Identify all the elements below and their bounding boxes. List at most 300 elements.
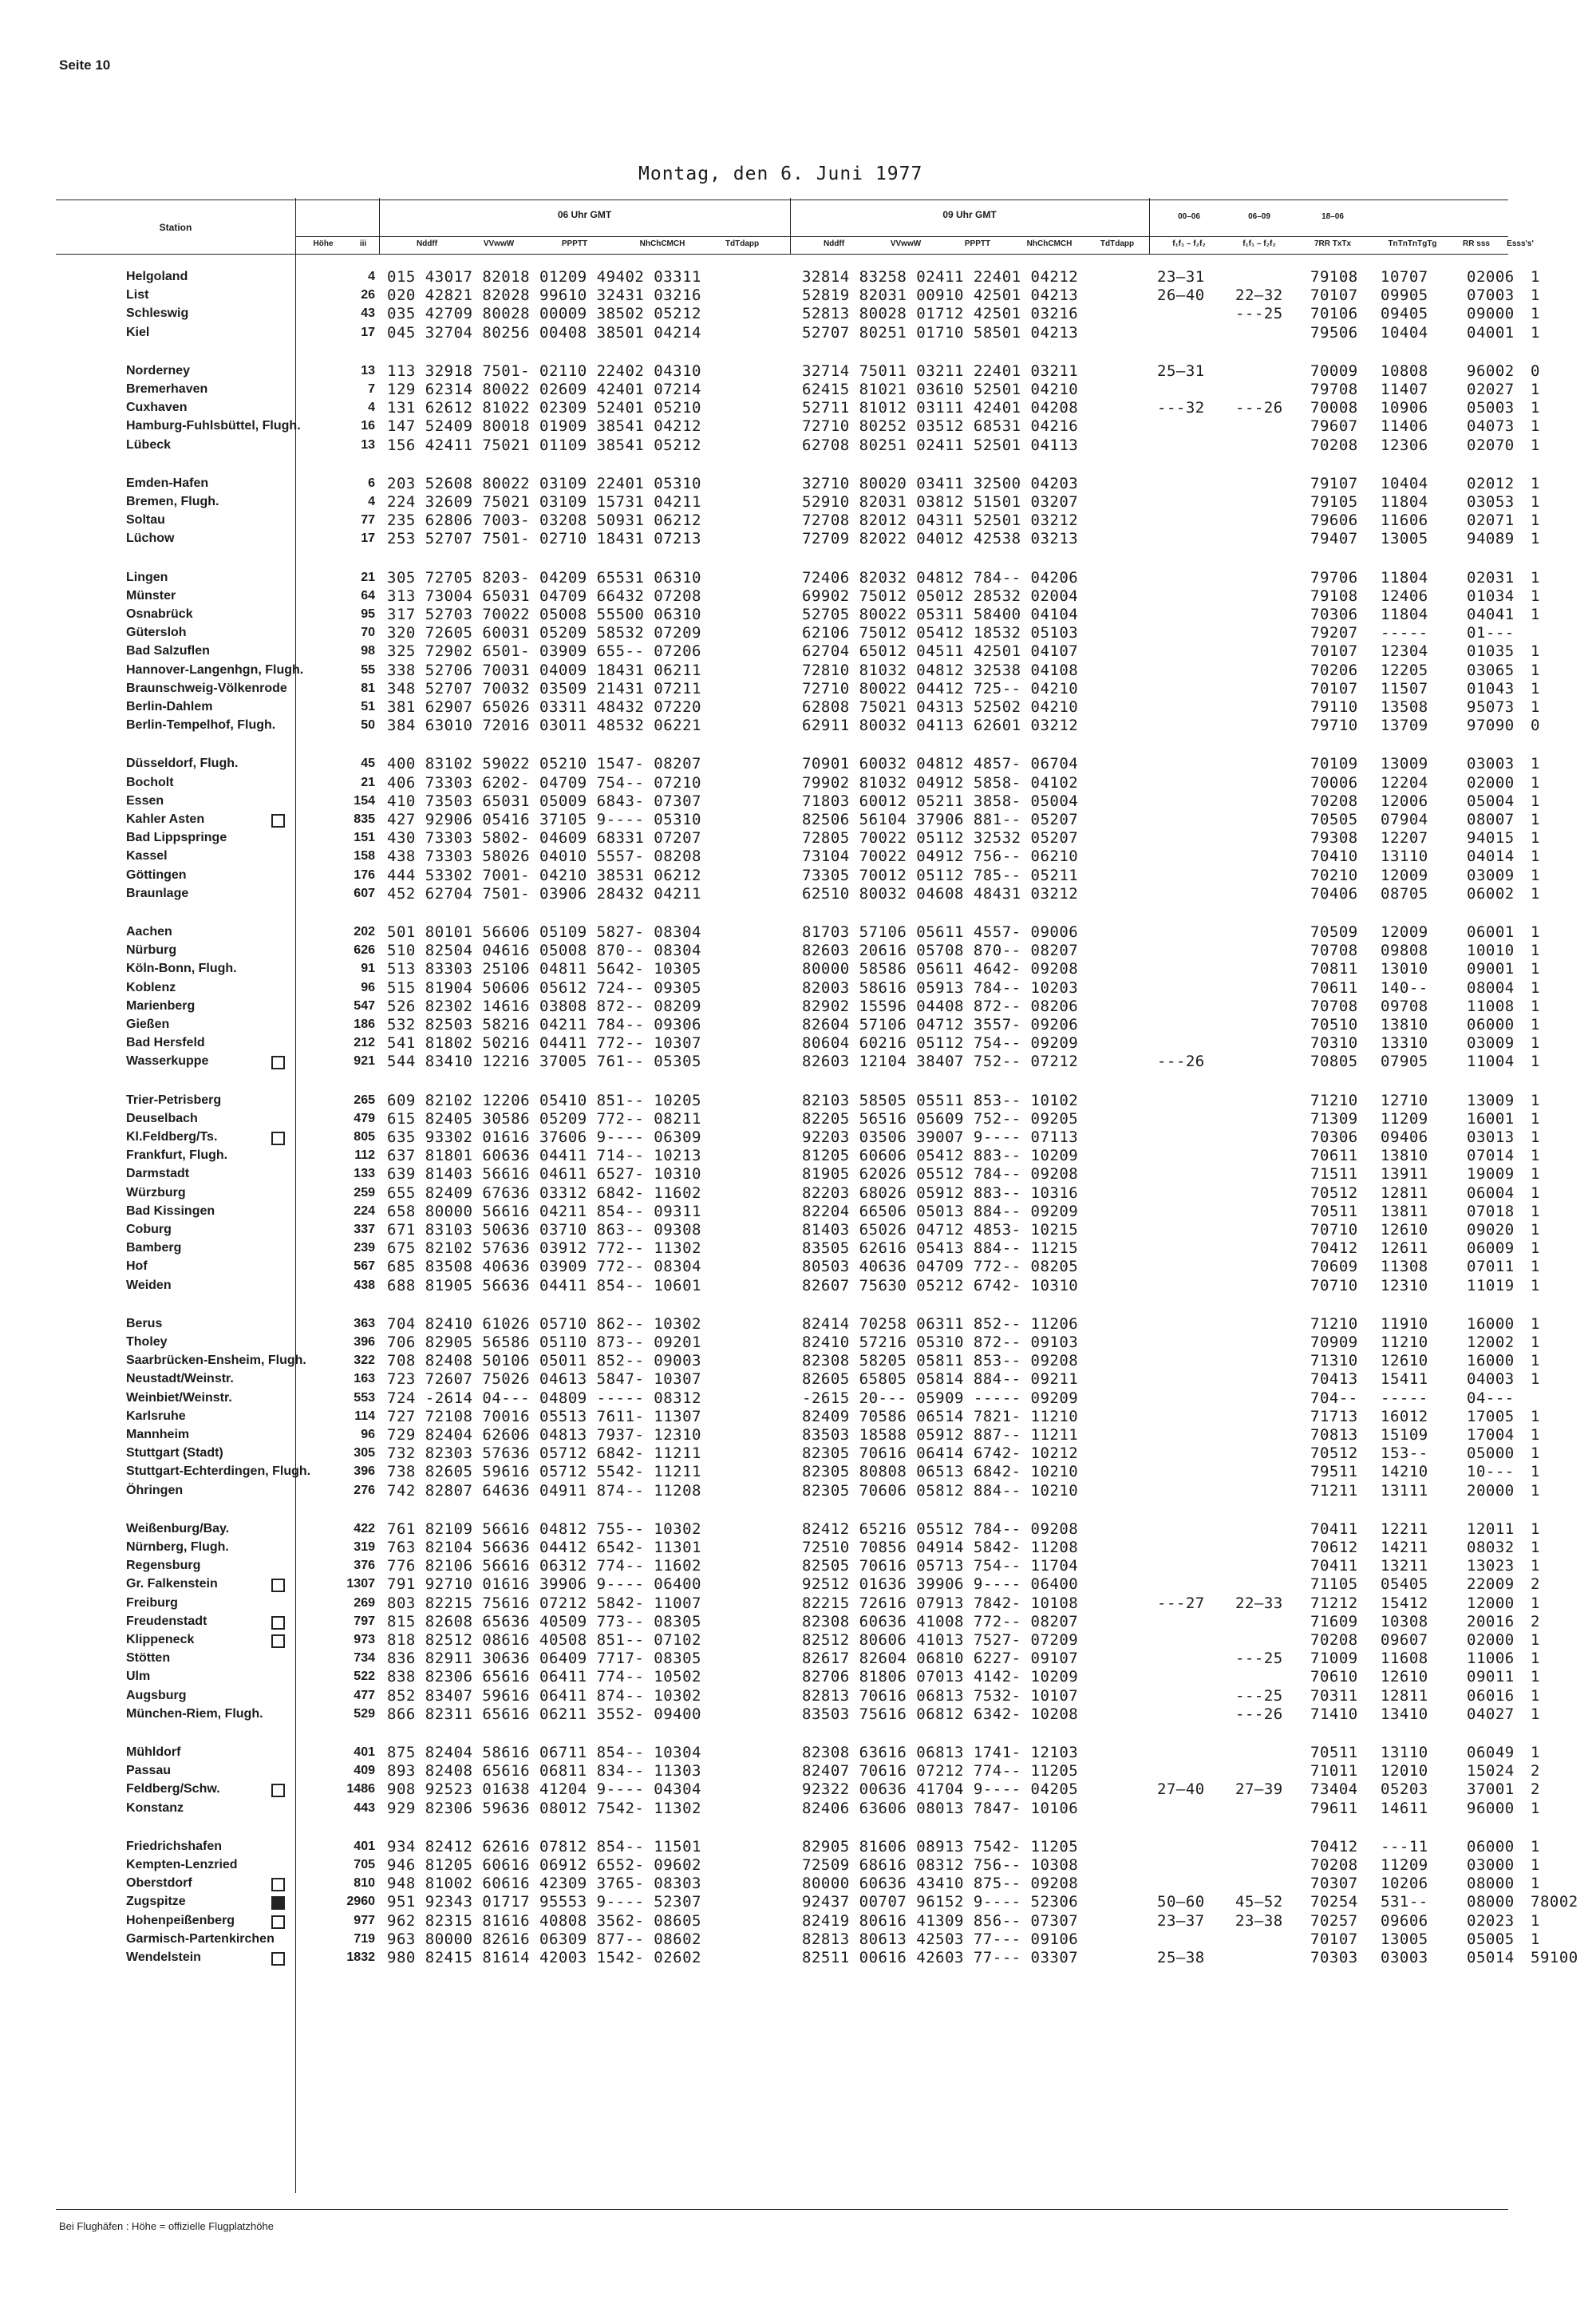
state-group: 1 xyxy=(1531,1239,1540,1258)
max-temp-group: 70009 xyxy=(1310,362,1358,380)
obs-09-gmt: 83505 62616 05413 884-- 11215 xyxy=(802,1239,1079,1258)
max-temp-group: 70310 xyxy=(1310,1034,1358,1053)
obs-06-gmt: 866 82311 65616 06211 3552- 09400 xyxy=(387,1705,701,1723)
table-row xyxy=(56,1463,1540,1481)
precip-snow-group: 17005 xyxy=(1467,1407,1515,1425)
station-elevation: 202 xyxy=(354,925,375,939)
header-06-col4: NhChCMCH xyxy=(639,239,685,248)
obs-06-gmt: 410 73503 65031 05009 6843- 07307 xyxy=(387,792,701,810)
obs-09-gmt: 69902 75012 05012 28532 02004 xyxy=(802,587,1079,605)
obs-09-gmt: 72709 82022 04012 42538 03213 xyxy=(802,530,1079,548)
precip-snow-group: 03009 xyxy=(1467,1034,1515,1053)
table-row xyxy=(56,866,1540,885)
state-group: 1 xyxy=(1531,1426,1540,1444)
obs-09-gmt: 82617 82604 06810 6227- 09107 xyxy=(802,1650,1079,1668)
station-elevation: 363 xyxy=(354,1316,375,1330)
precip-snow-group: 12000 xyxy=(1467,1594,1515,1612)
header-range1: 00–06 xyxy=(1178,212,1200,221)
table-row xyxy=(56,1334,1540,1352)
max-temp-group: 70708 xyxy=(1310,997,1358,1015)
obs-06-gmt: 852 83407 59616 06411 874-- 10302 xyxy=(387,1686,701,1705)
table-row xyxy=(56,997,1540,1016)
open-square-icon xyxy=(271,814,285,828)
header-09-col5: TdTdapp xyxy=(1100,239,1135,248)
obs-09-gmt: 72509 68616 08312 756-- 10308 xyxy=(802,1856,1079,1874)
station-elevation: 17 xyxy=(361,532,375,546)
station-elevation: 81 xyxy=(361,681,375,695)
min-temp-group: 12406 xyxy=(1381,587,1428,605)
open-square-icon xyxy=(271,1878,285,1891)
obs-06-gmt: 541 81802 50216 04411 772-- 10307 xyxy=(387,1034,701,1053)
max-temp-group: 70511 xyxy=(1310,1202,1358,1220)
obs-06-gmt: 544 83410 12216 37005 761-- 05305 xyxy=(387,1053,701,1071)
table-row xyxy=(56,698,1540,717)
gust-00-06: ---27 xyxy=(1157,1594,1205,1612)
page-label: Seite 10 xyxy=(59,57,111,73)
precip-snow-group: 16001 xyxy=(1467,1109,1515,1128)
min-temp-group: 10808 xyxy=(1381,362,1428,380)
table-row xyxy=(56,1202,1540,1221)
state-group: 2 xyxy=(1531,1575,1540,1594)
station-name: Feldberg/Schw. xyxy=(126,1782,220,1796)
obs-06-gmt: 962 82315 81616 40808 3562- 08605 xyxy=(387,1911,701,1930)
station-name: Schleswig xyxy=(126,306,189,321)
obs-09-gmt: 82203 68026 05912 883-- 10316 xyxy=(802,1184,1079,1202)
max-temp-group: 70306 xyxy=(1310,1128,1358,1146)
obs-06-gmt: 384 63010 72016 03011 48532 06221 xyxy=(387,717,701,735)
state-group: 1 xyxy=(1531,978,1540,997)
precip-snow-group: 96002 xyxy=(1467,362,1515,380)
station-elevation: 4 xyxy=(368,270,375,283)
station-name: Norderney xyxy=(126,363,191,377)
max-temp-group: 79110 xyxy=(1310,698,1358,716)
state-group: 1 xyxy=(1531,755,1540,773)
min-temp-group: 153-- xyxy=(1381,1444,1428,1463)
min-temp-group: 11804 xyxy=(1381,493,1428,511)
obs-09-gmt: 80000 60636 43410 875-- 09208 xyxy=(802,1875,1079,1893)
state-group: 1 xyxy=(1531,1370,1540,1389)
open-square-icon xyxy=(271,1132,285,1145)
header-group-06: 06 Uhr GMT xyxy=(557,209,612,220)
station-elevation: 319 xyxy=(354,1540,375,1554)
station-name: Berus xyxy=(126,1316,163,1330)
station-elevation: 547 xyxy=(354,998,375,1013)
precip-snow-group: 11008 xyxy=(1467,997,1515,1015)
state-group: 1 xyxy=(1531,1184,1540,1202)
table-row xyxy=(56,606,1540,624)
obs-06-gmt: 708 82408 50106 05011 852-- 09003 xyxy=(387,1352,701,1370)
table-row xyxy=(56,1034,1540,1053)
table-row xyxy=(56,829,1540,848)
obs-06-gmt: 675 82102 57636 03912 772-- 11302 xyxy=(387,1239,701,1258)
header-sub3: 7RR TxTx xyxy=(1314,239,1352,248)
header-rule xyxy=(295,236,1508,237)
precip-snow-group: 04--- xyxy=(1467,1389,1515,1407)
state-group: 1 xyxy=(1531,679,1540,698)
station-name: Öhringen xyxy=(126,1483,184,1497)
obs-09-gmt: 70901 60032 04812 4857- 06704 xyxy=(802,755,1079,773)
obs-06-gmt: 615 82405 30586 05209 772-- 08211 xyxy=(387,1109,701,1128)
station-elevation: 21 xyxy=(361,775,375,789)
obs-09-gmt: 72708 82012 04311 52501 03212 xyxy=(802,512,1079,530)
state-group: 1 xyxy=(1531,1314,1540,1333)
obs-06-gmt: 934 82412 62616 07812 854-- 11501 xyxy=(387,1837,701,1855)
station-elevation: 96 xyxy=(361,1428,375,1441)
table-row xyxy=(56,323,1540,342)
max-temp-group: 70410 xyxy=(1310,848,1358,866)
station-name: Cuxhaven xyxy=(126,401,188,415)
min-temp-group: 13111 xyxy=(1381,1481,1428,1500)
obs-06-gmt: 836 82911 30636 06409 7717- 08305 xyxy=(387,1650,701,1668)
obs-06-gmt: 253 52707 7501- 02710 18431 07213 xyxy=(387,530,701,548)
station-name: Hof xyxy=(126,1259,148,1274)
station-name: Hohenpeißenberg xyxy=(126,1913,235,1927)
obs-09-gmt: 82604 57106 04712 3557- 09206 xyxy=(802,1016,1079,1033)
station-name: Trier-Petrisberg xyxy=(126,1093,222,1107)
gust-06-09: ---26 xyxy=(1235,1705,1283,1723)
state-group: 1 xyxy=(1531,474,1540,492)
state-group: 1 xyxy=(1531,268,1540,286)
precip-snow-group: 05014 xyxy=(1467,1949,1515,1966)
station-name: Deuselbach xyxy=(126,1111,198,1125)
station-name: Bad Salzuflen xyxy=(126,644,210,658)
precip-snow-group: 03053 xyxy=(1467,493,1515,511)
obs-06-gmt: 513 83303 25106 04811 5642- 10305 xyxy=(387,960,701,978)
obs-09-gmt: 81403 65026 04712 4853- 10215 xyxy=(802,1221,1079,1239)
precip-snow-group: 15024 xyxy=(1467,1762,1515,1780)
obs-09-gmt: 32814 83258 02411 22401 04212 xyxy=(802,268,1079,286)
station-elevation: 77 xyxy=(361,513,375,528)
station-elevation: 13 xyxy=(361,363,375,377)
header-09-col3: PPPTT xyxy=(964,239,991,248)
min-temp-group: 12304 xyxy=(1381,642,1428,661)
footnote: Bei Flughäfen : Höhe = offizielle Flugplatzhöhe xyxy=(59,2220,274,2232)
station-elevation: 977 xyxy=(354,1913,375,1927)
station-name: Mannheim xyxy=(126,1428,190,1441)
precip-snow-group: 05003 xyxy=(1467,399,1515,417)
station-name: Soltau xyxy=(126,513,165,528)
obs-06-gmt: 147 52409 80018 01909 38541 04212 xyxy=(387,417,701,436)
precip-snow-group: 02012 xyxy=(1467,474,1515,492)
table-row xyxy=(56,717,1540,735)
precip-snow-group: 03013 xyxy=(1467,1128,1515,1146)
station-elevation: 176 xyxy=(354,867,375,882)
min-temp-group: 13005 xyxy=(1381,1930,1428,1948)
table-row xyxy=(56,942,1540,960)
state-group: 1 xyxy=(1531,1147,1540,1165)
precip-snow-group: 02000 xyxy=(1467,1631,1515,1649)
obs-09-gmt: 73305 70012 05112 785-- 05211 xyxy=(802,866,1079,884)
precip-snow-group: 05004 xyxy=(1467,792,1515,810)
max-temp-group: 71211 xyxy=(1310,1481,1358,1500)
state-group: 1 xyxy=(1531,942,1540,960)
header-09-col1: Nddff xyxy=(823,239,845,248)
max-temp-group: 70413 xyxy=(1310,1370,1358,1389)
obs-06-gmt: 815 82608 65636 40509 773-- 08305 xyxy=(387,1612,701,1630)
obs-06-gmt: 732 82303 57636 05712 6842- 11211 xyxy=(387,1444,701,1463)
precip-snow-group: 96000 xyxy=(1467,1799,1515,1817)
min-temp-group: 07905 xyxy=(1381,1053,1428,1071)
max-temp-group: 704-- xyxy=(1310,1389,1358,1407)
obs-06-gmt: 791 92710 01616 39906 9---- 06400 xyxy=(387,1575,701,1594)
table-row xyxy=(56,1370,1540,1389)
obs-09-gmt: 62415 81021 03610 52501 04210 xyxy=(802,381,1079,398)
min-temp-group: 11507 xyxy=(1381,679,1428,698)
gust-06-09: 45–52 xyxy=(1235,1893,1283,1911)
max-temp-group: 71011 xyxy=(1310,1762,1358,1780)
station-name: Aachen xyxy=(126,925,172,939)
state-group: 1 xyxy=(1531,568,1540,587)
table-row xyxy=(56,811,1540,829)
station-name: Lüchow xyxy=(126,532,175,546)
table-row xyxy=(56,1837,1540,1856)
state-group: 1 xyxy=(1531,960,1540,978)
min-temp-group: 12610 xyxy=(1381,1352,1428,1370)
obs-06-gmt: 015 43017 82018 01209 49402 03311 xyxy=(387,268,701,286)
gust-06-09: ---25 xyxy=(1235,1686,1283,1705)
station-elevation: 114 xyxy=(354,1409,375,1423)
station-elevation: 51 xyxy=(361,700,375,713)
obs-06-gmt: 515 81904 50606 05612 724-- 09305 xyxy=(387,978,701,997)
station-elevation: 805 xyxy=(354,1130,375,1144)
station-elevation: 133 xyxy=(354,1167,375,1181)
state-group: 1 xyxy=(1531,1016,1540,1033)
header-sub1: f₁f₁ – f₂f₂ xyxy=(1172,239,1206,248)
header-sub5: RR sss xyxy=(1463,239,1490,248)
min-temp-group: 09808 xyxy=(1381,942,1428,960)
station-elevation: 17 xyxy=(361,325,375,339)
station-name: Karlsruhe xyxy=(126,1409,186,1423)
obs-06-gmt: 325 72902 6501- 03909 655-- 07206 xyxy=(387,642,701,661)
station-elevation: 224 xyxy=(354,1203,375,1218)
precip-snow-group: 09001 xyxy=(1467,960,1515,978)
obs-09-gmt: 82511 00616 42603 77--- 03307 xyxy=(802,1949,1079,1966)
obs-06-gmt: 655 82409 67636 03312 6842- 11602 xyxy=(387,1184,701,1202)
station-name: Koblenz xyxy=(126,980,176,994)
station-elevation: 479 xyxy=(354,1111,375,1125)
max-temp-group: 70208 xyxy=(1310,1856,1358,1874)
precip-snow-group: 08000 xyxy=(1467,1875,1515,1893)
max-temp-group: 70412 xyxy=(1310,1837,1358,1855)
station-elevation: 91 xyxy=(361,962,375,976)
table-row xyxy=(56,923,1540,942)
min-temp-group: 11406 xyxy=(1381,417,1428,436)
min-temp-group: 12010 xyxy=(1381,1762,1428,1780)
obs-09-gmt: 81905 62026 05512 784-- 09208 xyxy=(802,1165,1079,1184)
station-elevation: 95 xyxy=(361,607,375,621)
state-group: 1 xyxy=(1531,417,1540,436)
max-temp-group: 79710 xyxy=(1310,717,1358,735)
table-row xyxy=(56,1147,1540,1165)
station-name: Bad Hersfeld xyxy=(126,1036,205,1050)
gust-06-09: ---25 xyxy=(1235,1650,1283,1668)
obs-09-gmt: 82410 57216 05310 872-- 09103 xyxy=(802,1334,1079,1351)
obs-09-gmt: 83503 75616 06812 6342- 10208 xyxy=(802,1705,1079,1723)
table-row xyxy=(56,1091,1540,1110)
max-temp-group: 79706 xyxy=(1310,568,1358,587)
station-name: Klippeneck xyxy=(126,1633,195,1646)
station-elevation: 2960 xyxy=(346,1895,375,1909)
table-row xyxy=(56,848,1540,866)
min-temp-group: 11209 xyxy=(1381,1856,1428,1874)
obs-09-gmt: 72510 70856 04914 5842- 11208 xyxy=(802,1539,1079,1556)
obs-09-gmt: 32710 80020 03411 32500 04203 xyxy=(802,474,1079,492)
min-temp-group: 11608 xyxy=(1381,1650,1428,1668)
min-temp-group: 12205 xyxy=(1381,661,1428,679)
min-temp-group: 12006 xyxy=(1381,792,1428,810)
precip-snow-group: 11004 xyxy=(1467,1053,1515,1071)
precip-snow-group: 22009 xyxy=(1467,1575,1515,1594)
header-iii: iii xyxy=(359,239,367,248)
precip-snow-group: 19009 xyxy=(1467,1165,1515,1184)
max-temp-group: 79105 xyxy=(1310,493,1358,511)
state-group: 1 xyxy=(1531,698,1540,716)
precip-snow-group: 05005 xyxy=(1467,1930,1515,1948)
precip-snow-group: 08032 xyxy=(1467,1539,1515,1556)
station-elevation: 626 xyxy=(354,943,375,958)
min-temp-group: 15412 xyxy=(1381,1594,1428,1612)
max-temp-group: 70208 xyxy=(1310,792,1358,810)
precip-snow-group: 16000 xyxy=(1467,1314,1515,1333)
obs-06-gmt: 532 82503 58216 04211 784-- 09306 xyxy=(387,1016,701,1033)
station-elevation: 438 xyxy=(354,1278,375,1292)
obs-09-gmt: 82607 75630 05212 6742- 10310 xyxy=(802,1276,1079,1294)
obs-06-gmt: 156 42411 75021 01109 38541 05212 xyxy=(387,436,701,454)
table-row xyxy=(56,512,1540,530)
max-temp-group: 70512 xyxy=(1310,1184,1358,1202)
station-name: Berlin-Tempelhof, Flugh. xyxy=(126,718,276,733)
min-temp-group: 03003 xyxy=(1381,1949,1428,1966)
table-row xyxy=(56,1539,1540,1557)
obs-09-gmt: 82406 63606 08013 7847- 10106 xyxy=(802,1799,1079,1817)
station-elevation: 112 xyxy=(354,1148,375,1163)
gust-00-06: 50–60 xyxy=(1157,1893,1205,1911)
table-row xyxy=(56,399,1540,417)
precip-snow-group: 02027 xyxy=(1467,381,1515,398)
obs-06-gmt: 929 82306 59636 08012 7542- 11302 xyxy=(387,1799,701,1817)
table-row xyxy=(56,436,1540,455)
max-temp-group: 79207 xyxy=(1310,624,1358,642)
precip-snow-group: 94015 xyxy=(1467,829,1515,848)
state-group: 1 xyxy=(1531,1911,1540,1930)
obs-09-gmt: 82409 70586 06514 7821- 11210 xyxy=(802,1407,1079,1425)
precip-snow-group: 06002 xyxy=(1467,884,1515,903)
max-temp-group: 70254 xyxy=(1310,1893,1358,1911)
header-09-col2: VVwwW xyxy=(890,239,922,248)
state-group: 0 xyxy=(1531,362,1540,380)
station-name: Gütersloh xyxy=(126,626,187,640)
station-elevation: 151 xyxy=(354,831,375,845)
precip-snow-group: 06016 xyxy=(1467,1686,1515,1705)
min-temp-group: 10206 xyxy=(1381,1875,1428,1893)
gust-00-06: 23–37 xyxy=(1157,1911,1205,1930)
min-temp-group: 13911 xyxy=(1381,1165,1428,1184)
station-elevation: 265 xyxy=(354,1093,375,1107)
precip-snow-group: 03009 xyxy=(1467,866,1515,884)
station-elevation: 422 xyxy=(354,1521,375,1535)
obs-06-gmt: 430 73303 5802- 04609 68331 07207 xyxy=(387,829,701,848)
obs-06-gmt: 704 82410 61026 05710 862-- 10302 xyxy=(387,1314,701,1333)
state-group: 1 xyxy=(1531,884,1540,903)
min-temp-group: 12611 xyxy=(1381,1239,1428,1258)
header-sub6: Esss's' xyxy=(1507,239,1534,248)
station-elevation: 96 xyxy=(361,980,375,994)
station-elevation: 409 xyxy=(354,1764,375,1778)
obs-09-gmt: 92322 00636 41704 9---- 04205 xyxy=(802,1780,1079,1799)
table-row xyxy=(56,792,1540,811)
table-row xyxy=(56,1893,1578,1911)
min-temp-group: ----- xyxy=(1381,624,1428,642)
obs-09-gmt: 62704 65012 04511 42501 04107 xyxy=(802,642,1079,661)
station-name: Bremen, Flugh. xyxy=(126,495,219,508)
station-elevation: 305 xyxy=(354,1446,375,1460)
max-temp-group: 71310 xyxy=(1310,1352,1358,1370)
max-temp-group: 70609 xyxy=(1310,1258,1358,1276)
obs-09-gmt: 52707 80251 01710 58501 04213 xyxy=(802,323,1079,342)
min-temp-group: 09405 xyxy=(1381,305,1428,323)
station-name: Lingen xyxy=(126,570,168,584)
obs-06-gmt: 224 32609 75021 03109 15731 04211 xyxy=(387,493,701,511)
station-name: Marienberg xyxy=(126,998,196,1013)
station-elevation: 973 xyxy=(354,1633,375,1646)
station-elevation: 50 xyxy=(361,718,375,733)
filled-square-icon xyxy=(271,1896,285,1910)
station-elevation: 212 xyxy=(354,1036,375,1050)
min-temp-group: 05405 xyxy=(1381,1575,1428,1594)
min-temp-group: 13110 xyxy=(1381,1744,1428,1761)
obs-06-gmt: 761 82109 56616 04812 755-- 10302 xyxy=(387,1520,701,1538)
station-name: List xyxy=(126,288,149,302)
precip-snow-group: 03000 xyxy=(1467,1856,1515,1874)
table-row xyxy=(56,1520,1540,1539)
station-elevation: 522 xyxy=(354,1670,375,1684)
state-group: 1 xyxy=(1531,1799,1540,1817)
station-name: Bremerhaven xyxy=(126,382,208,396)
state-group: 1 xyxy=(1531,1705,1540,1723)
obs-09-gmt: 92203 03506 39007 9---- 07113 xyxy=(802,1128,1079,1146)
table-row xyxy=(56,587,1540,606)
station-elevation: 43 xyxy=(361,306,375,321)
precip-snow-group: 02031 xyxy=(1467,568,1515,587)
station-name: Tholey xyxy=(126,1335,168,1349)
table-row xyxy=(56,1314,1540,1334)
station-elevation: 322 xyxy=(354,1354,375,1368)
min-temp-group: ----- xyxy=(1381,1389,1428,1407)
obs-06-gmt: 838 82306 65616 06411 774-- 10502 xyxy=(387,1668,701,1686)
obs-09-gmt: 72406 82032 04812 784-- 04206 xyxy=(802,568,1079,587)
min-temp-group: 05203 xyxy=(1381,1780,1428,1799)
station-elevation: 529 xyxy=(354,1706,375,1721)
station-elevation: 553 xyxy=(354,1390,375,1405)
state-group: 1 xyxy=(1531,1539,1540,1556)
state-group: 1 xyxy=(1531,1930,1540,1948)
precip-snow-group: 08004 xyxy=(1467,978,1515,997)
obs-06-gmt: 526 82302 14616 03808 872-- 08209 xyxy=(387,997,701,1015)
precip-snow-group: 03065 xyxy=(1467,661,1515,679)
state-group: 1 xyxy=(1531,1053,1540,1071)
obs-09-gmt: 32714 75011 03211 22401 03211 xyxy=(802,362,1079,380)
state-group: 1 xyxy=(1531,287,1540,305)
obs-09-gmt: 82215 72616 07913 7842- 10108 xyxy=(802,1594,1079,1612)
obs-09-gmt: 52819 82031 00910 42501 04213 xyxy=(802,287,1079,305)
state-group: 1 xyxy=(1531,1520,1540,1538)
header-06-col5: TdTdapp xyxy=(725,239,760,248)
gust-00-06: 25–31 xyxy=(1157,362,1205,380)
station-name: Stuttgart-Echterdingen, Flugh. xyxy=(126,1464,311,1479)
obs-09-gmt: 82308 60636 41008 772-- 08207 xyxy=(802,1612,1079,1630)
obs-06-gmt: 671 83103 50636 03710 863-- 09308 xyxy=(387,1221,701,1239)
station-name: Wendelstein xyxy=(126,1950,201,1964)
